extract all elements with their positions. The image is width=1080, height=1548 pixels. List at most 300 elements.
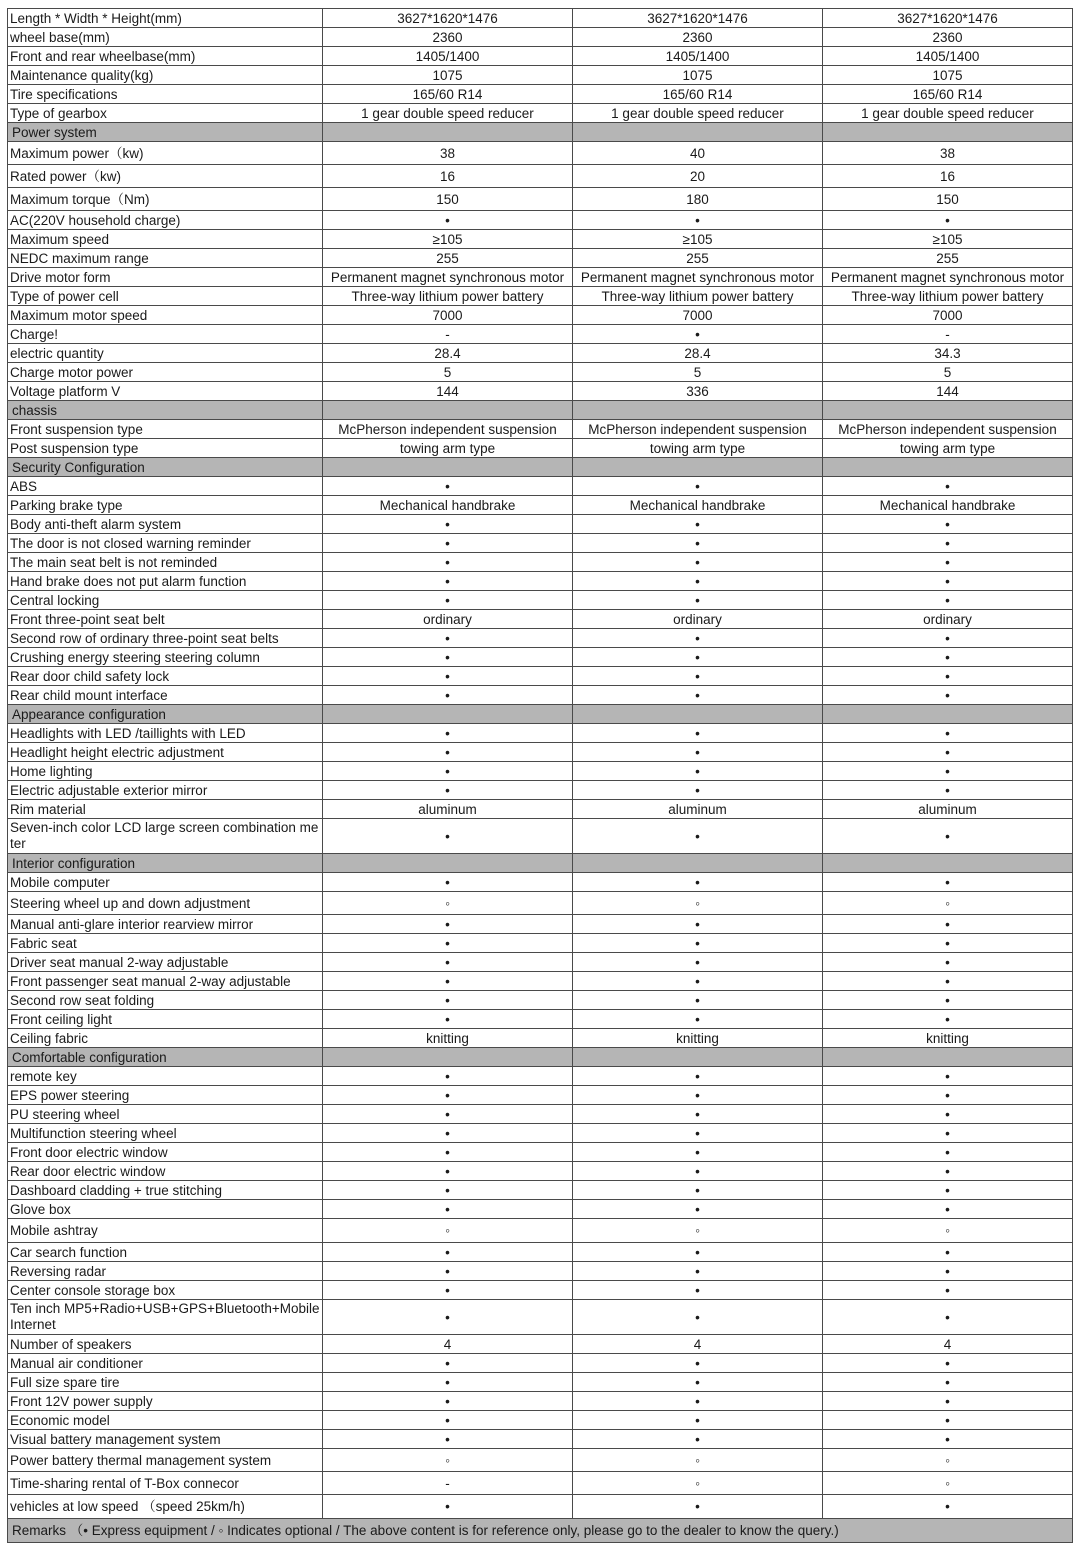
spec-value-model-3: • xyxy=(823,1162,1073,1181)
spec-value-model-3: - xyxy=(823,325,1073,344)
spec-label: Economic model xyxy=(8,1411,323,1430)
spec-row xyxy=(8,591,1073,610)
spec-value-model-1: • xyxy=(323,953,573,972)
spec-row xyxy=(8,382,1073,401)
spec-row xyxy=(8,534,1073,553)
spec-label: Maximum torque（Nm) xyxy=(8,188,323,211)
spec-row xyxy=(8,1300,1073,1335)
spec-value-model-2: Mechanical handbrake xyxy=(573,496,823,515)
spec-label: Second row of ordinary three-point seat belts xyxy=(8,629,323,648)
spec-value-model-2: 20 xyxy=(573,165,823,188)
spec-value-model-1: • xyxy=(323,629,573,648)
spec-value-model-2: • xyxy=(573,1430,823,1449)
spec-value-model-1: • xyxy=(323,873,573,892)
spec-label: Voltage platform V xyxy=(8,382,323,401)
spec-label: Headlight height electric adjustment xyxy=(8,743,323,762)
spec-value-model-2: • xyxy=(573,1354,823,1373)
spec-value-model-1: 16 xyxy=(323,165,573,188)
spec-value-model-2: • xyxy=(573,591,823,610)
spec-value-model-1: Mechanical handbrake xyxy=(323,496,573,515)
spec-row xyxy=(8,1281,1073,1300)
spec-value-model-3: • xyxy=(823,1086,1073,1105)
spec-value-model-3: ordinary xyxy=(823,610,1073,629)
spec-label: Seven-inch color LCD large screen combination meter xyxy=(8,819,323,854)
spec-label: Front suspension type xyxy=(8,420,323,439)
spec-row xyxy=(8,1354,1073,1373)
spec-value-model-3: • xyxy=(823,211,1073,230)
spec-value-model-1: • xyxy=(323,934,573,953)
spec-row xyxy=(8,28,1073,47)
spec-row xyxy=(8,934,1073,953)
spec-label: Drive motor form xyxy=(8,268,323,287)
spec-value-model-3: knitting xyxy=(823,1029,1073,1048)
spec-value-model-1: • xyxy=(323,1281,573,1300)
spec-value-model-2: • xyxy=(573,1067,823,1086)
spec-value-model-3: • xyxy=(823,1143,1073,1162)
section-filler-cell xyxy=(323,705,573,724)
spec-value-model-2: • xyxy=(573,1411,823,1430)
spec-label: Maintenance quality(kg) xyxy=(8,66,323,85)
spec-value-model-2: • xyxy=(573,686,823,705)
section-filler-cell xyxy=(573,854,823,873)
spec-value-model-3: • xyxy=(823,743,1073,762)
spec-label: Steering wheel up and down adjustment xyxy=(8,892,323,915)
spec-value-model-3: • xyxy=(823,1262,1073,1281)
spec-value-model-2: ◦ xyxy=(573,1449,823,1472)
spec-value-model-3: • xyxy=(823,515,1073,534)
spec-row xyxy=(8,873,1073,892)
spec-label: Time-sharing rental of T-Box connecor xyxy=(8,1472,323,1495)
spec-value-model-3: 1 gear double speed reducer xyxy=(823,104,1073,123)
spec-value-model-1: - xyxy=(323,1472,573,1495)
spec-label: PU steering wheel xyxy=(8,1105,323,1124)
spec-value-model-3: • xyxy=(823,534,1073,553)
spec-row xyxy=(8,762,1073,781)
section-filler-cell xyxy=(323,1048,573,1067)
spec-value-model-1: • xyxy=(323,1430,573,1449)
spec-label: Maximum motor speed xyxy=(8,306,323,325)
spec-label: Length * Width * Height(mm) xyxy=(8,9,323,28)
spec-value-model-3: towing arm type xyxy=(823,439,1073,458)
spec-row xyxy=(8,287,1073,306)
spec-value-model-2: • xyxy=(573,873,823,892)
spec-value-model-2: • xyxy=(573,972,823,991)
spec-value-model-1: • xyxy=(323,1067,573,1086)
spec-value-model-3: 38 xyxy=(823,142,1073,165)
spec-row xyxy=(8,165,1073,188)
section-filler-cell xyxy=(823,401,1073,420)
spec-value-model-3: • xyxy=(823,1243,1073,1262)
spec-value-model-3: 1405/1400 xyxy=(823,47,1073,66)
spec-value-model-2: 1 gear double speed reducer xyxy=(573,104,823,123)
spec-value-model-2: • xyxy=(573,743,823,762)
spec-value-model-1: 28.4 xyxy=(323,344,573,363)
spec-row xyxy=(8,211,1073,230)
spec-value-model-1: 165/60 R14 xyxy=(323,85,573,104)
spec-row xyxy=(8,648,1073,667)
spec-value-model-1: • xyxy=(323,1243,573,1262)
spec-row xyxy=(8,629,1073,648)
spec-row xyxy=(8,420,1073,439)
spec-row xyxy=(8,553,1073,572)
spec-row xyxy=(8,268,1073,287)
spec-value-model-3: • xyxy=(823,591,1073,610)
spec-row xyxy=(8,1219,1073,1243)
spec-value-model-2: • xyxy=(573,1392,823,1411)
spec-value-model-3: 165/60 R14 xyxy=(823,85,1073,104)
spec-value-model-2: • xyxy=(573,1373,823,1392)
spec-row xyxy=(8,1086,1073,1105)
spec-label: vehicles at low speed （speed 25km/h) xyxy=(8,1495,323,1519)
spec-label: Driver seat manual 2-way adjustable xyxy=(8,953,323,972)
spec-value-model-3: • xyxy=(823,873,1073,892)
spec-row xyxy=(8,800,1073,819)
spec-row xyxy=(8,892,1073,915)
spec-value-model-3: • xyxy=(823,915,1073,934)
spec-value-model-1: • xyxy=(323,915,573,934)
spec-value-model-1: 1075 xyxy=(323,66,573,85)
spec-value-model-1: • xyxy=(323,686,573,705)
remarks-text: Remarks （• Express equipment / ◦ Indicates optional / The above content is for reference only, please go to the dealer to know the query.) xyxy=(8,1519,1073,1543)
spec-value-model-1: 4 xyxy=(323,1335,573,1354)
section-header-row xyxy=(8,458,1073,477)
spec-value-model-1: • xyxy=(323,1300,573,1335)
spec-value-model-2: • xyxy=(573,648,823,667)
spec-label: Car search function xyxy=(8,1243,323,1262)
section-filler-cell xyxy=(323,458,573,477)
spec-value-model-3: ◦ xyxy=(823,1449,1073,1472)
spec-label: ABS xyxy=(8,477,323,496)
spec-label: AC(220V household charge) xyxy=(8,211,323,230)
spec-table xyxy=(7,8,1073,1543)
spec-row xyxy=(8,686,1073,705)
spec-value-model-2: • xyxy=(573,629,823,648)
spec-row xyxy=(8,915,1073,934)
spec-label: electric quantity xyxy=(8,344,323,363)
spec-value-model-3: 7000 xyxy=(823,306,1073,325)
spec-row xyxy=(8,1430,1073,1449)
spec-label: Ten inch MP5+Radio+USB+GPS+Bluetooth+Mobile Internet xyxy=(8,1300,323,1335)
spec-row xyxy=(8,1124,1073,1143)
spec-value-model-3: • xyxy=(823,629,1073,648)
section-filler-cell xyxy=(823,458,1073,477)
spec-value-model-2: 3627*1620*1476 xyxy=(573,9,823,28)
spec-row xyxy=(8,572,1073,591)
spec-value-model-3: ≥105 xyxy=(823,230,1073,249)
spec-label: Fabric seat xyxy=(8,934,323,953)
spec-value-model-3: ◦ xyxy=(823,1472,1073,1495)
spec-value-model-2: ◦ xyxy=(573,892,823,915)
spec-label: Tire specifications xyxy=(8,85,323,104)
spec-value-model-2: • xyxy=(573,534,823,553)
section-header-row xyxy=(8,705,1073,724)
section-filler-cell xyxy=(323,401,573,420)
spec-label: Visual battery management system xyxy=(8,1430,323,1449)
spec-value-model-3: • xyxy=(823,1200,1073,1219)
section-title: Power system xyxy=(8,123,323,142)
spec-value-model-3: 5 xyxy=(823,363,1073,382)
spec-value-model-1: • xyxy=(323,1010,573,1029)
section-title: Comfortable configuration xyxy=(8,1048,323,1067)
section-title: Security Configuration xyxy=(8,458,323,477)
spec-value-model-2: 40 xyxy=(573,142,823,165)
spec-value-model-2: • xyxy=(573,515,823,534)
spec-value-model-1: • xyxy=(323,991,573,1010)
spec-value-model-2: • xyxy=(573,1143,823,1162)
spec-value-model-3: • xyxy=(823,819,1073,854)
spec-value-model-1: • xyxy=(323,1373,573,1392)
spec-table-body xyxy=(8,9,1073,1543)
spec-value-model-2: • xyxy=(573,1162,823,1181)
spec-value-model-2: • xyxy=(573,1495,823,1519)
spec-value-model-2: • xyxy=(573,1243,823,1262)
spec-value-model-2: aluminum xyxy=(573,800,823,819)
spec-value-model-2: 1405/1400 xyxy=(573,47,823,66)
spec-label: Power battery thermal management system xyxy=(8,1449,323,1472)
spec-value-model-1: Three-way lithium power battery xyxy=(323,287,573,306)
spec-row xyxy=(8,781,1073,800)
spec-label: Maximum power（kw) xyxy=(8,142,323,165)
spec-value-model-3: • xyxy=(823,1354,1073,1373)
spec-value-model-3: ◦ xyxy=(823,892,1073,915)
spec-value-model-2: towing arm type xyxy=(573,439,823,458)
spec-row xyxy=(8,1243,1073,1262)
spec-value-model-3: • xyxy=(823,553,1073,572)
spec-value-model-3: • xyxy=(823,1300,1073,1335)
spec-row xyxy=(8,1067,1073,1086)
spec-label: Maximum speed xyxy=(8,230,323,249)
spec-row xyxy=(8,344,1073,363)
section-title: Interior configuration xyxy=(8,854,323,873)
section-filler-cell xyxy=(573,458,823,477)
spec-value-model-1: aluminum xyxy=(323,800,573,819)
spec-row xyxy=(8,1200,1073,1219)
spec-value-model-3: • xyxy=(823,1430,1073,1449)
spec-label: Front three-point seat belt xyxy=(8,610,323,629)
spec-value-model-2: • xyxy=(573,1010,823,1029)
spec-label: Central locking xyxy=(8,591,323,610)
spec-label: Ceiling fabric xyxy=(8,1029,323,1048)
spec-label: Front 12V power supply xyxy=(8,1392,323,1411)
spec-value-model-1: • xyxy=(323,667,573,686)
spec-label: Charge! xyxy=(8,325,323,344)
spec-label: Rear door child safety lock xyxy=(8,667,323,686)
spec-value-model-2: McPherson independent suspension xyxy=(573,420,823,439)
spec-value-model-3: • xyxy=(823,1411,1073,1430)
spec-row xyxy=(8,1392,1073,1411)
spec-label: Full size spare tire xyxy=(8,1373,323,1392)
spec-row xyxy=(8,230,1073,249)
section-filler-cell xyxy=(823,705,1073,724)
spec-row xyxy=(8,953,1073,972)
spec-row xyxy=(8,1143,1073,1162)
spec-value-model-3: McPherson independent suspension xyxy=(823,420,1073,439)
spec-value-model-2: 4 xyxy=(573,1335,823,1354)
spec-value-model-3: 4 xyxy=(823,1335,1073,1354)
spec-label: The door is not closed warning reminder xyxy=(8,534,323,553)
spec-value-model-1: ◦ xyxy=(323,1449,573,1472)
spec-label: Headlights with LED /taillights with LED xyxy=(8,724,323,743)
spec-row xyxy=(8,439,1073,458)
spec-row xyxy=(8,142,1073,165)
spec-label: The main seat belt is not reminded xyxy=(8,553,323,572)
spec-value-model-3: • xyxy=(823,953,1073,972)
spec-value-model-3: • xyxy=(823,1105,1073,1124)
spec-value-model-3: • xyxy=(823,1281,1073,1300)
spec-row xyxy=(8,1472,1073,1495)
spec-value-model-3: • xyxy=(823,1181,1073,1200)
section-header-row xyxy=(8,1048,1073,1067)
spec-value-model-1: • xyxy=(323,1354,573,1373)
spec-row xyxy=(8,1335,1073,1354)
spec-label: Front ceiling light xyxy=(8,1010,323,1029)
spec-value-model-2: • xyxy=(573,572,823,591)
spec-value-model-1: 2360 xyxy=(323,28,573,47)
spec-label: Rear child mount interface xyxy=(8,686,323,705)
spec-value-model-2: • xyxy=(573,667,823,686)
spec-label: Reversing radar xyxy=(8,1262,323,1281)
spec-value-model-1: ◦ xyxy=(323,1219,573,1243)
spec-value-model-1: • xyxy=(323,1162,573,1181)
spec-value-model-1: • xyxy=(323,762,573,781)
spec-label: Crushing energy steering steering column xyxy=(8,648,323,667)
spec-value-model-1: McPherson independent suspension xyxy=(323,420,573,439)
spec-value-model-2: 5 xyxy=(573,363,823,382)
spec-value-model-2: ◦ xyxy=(573,1472,823,1495)
spec-row xyxy=(8,1449,1073,1472)
spec-label: Mobile computer xyxy=(8,873,323,892)
spec-value-model-3: 1075 xyxy=(823,66,1073,85)
spec-label: Electric adjustable exterior mirror xyxy=(8,781,323,800)
spec-value-model-2: Permanent magnet synchronous motor xyxy=(573,268,823,287)
spec-value-model-3: • xyxy=(823,991,1073,1010)
section-filler-cell xyxy=(323,854,573,873)
spec-label: Multifunction steering wheel xyxy=(8,1124,323,1143)
spec-row xyxy=(8,188,1073,211)
spec-row xyxy=(8,743,1073,762)
spec-value-model-1: • xyxy=(323,648,573,667)
spec-value-model-2: 255 xyxy=(573,249,823,268)
spec-row xyxy=(8,1495,1073,1519)
spec-label: EPS power steering xyxy=(8,1086,323,1105)
section-filler-cell xyxy=(573,1048,823,1067)
spec-label: Glove box xyxy=(8,1200,323,1219)
spec-value-model-3: • xyxy=(823,648,1073,667)
spec-value-model-2: • xyxy=(573,477,823,496)
spec-label: NEDC maximum range xyxy=(8,249,323,268)
spec-label: remote key xyxy=(8,1067,323,1086)
spec-value-model-2: 2360 xyxy=(573,28,823,47)
spec-value-model-2: • xyxy=(573,781,823,800)
spec-label: Front door electric window xyxy=(8,1143,323,1162)
spec-value-model-1: 5 xyxy=(323,363,573,382)
spec-value-model-2: 7000 xyxy=(573,306,823,325)
spec-row xyxy=(8,972,1073,991)
spec-value-model-2: • xyxy=(573,953,823,972)
spec-value-model-2: ordinary xyxy=(573,610,823,629)
spec-value-model-3: • xyxy=(823,1067,1073,1086)
spec-value-model-1: • xyxy=(323,1124,573,1143)
spec-value-model-1: Permanent magnet synchronous motor xyxy=(323,268,573,287)
section-filler-cell xyxy=(323,123,573,142)
spec-value-model-1: towing arm type xyxy=(323,439,573,458)
spec-value-model-3: 34.3 xyxy=(823,344,1073,363)
spec-label: Center console storage box xyxy=(8,1281,323,1300)
spec-label: Home lighting xyxy=(8,762,323,781)
spec-value-model-1: - xyxy=(323,325,573,344)
spec-row xyxy=(8,1411,1073,1430)
spec-label: Manual air conditioner xyxy=(8,1354,323,1373)
spec-value-model-3: • xyxy=(823,724,1073,743)
spec-value-model-2: • xyxy=(573,1181,823,1200)
spec-value-model-3: Three-way lithium power battery xyxy=(823,287,1073,306)
section-filler-cell xyxy=(823,854,1073,873)
spec-value-model-1: • xyxy=(323,211,573,230)
spec-label: wheel base(mm) xyxy=(8,28,323,47)
spec-value-model-3: aluminum xyxy=(823,800,1073,819)
spec-value-model-3: • xyxy=(823,1495,1073,1519)
spec-label: Front passenger seat manual 2-way adjustable xyxy=(8,972,323,991)
spec-value-model-1: 150 xyxy=(323,188,573,211)
spec-value-model-3: Permanent magnet synchronous motor xyxy=(823,268,1073,287)
spec-value-model-1: ordinary xyxy=(323,610,573,629)
spec-value-model-1: • xyxy=(323,591,573,610)
spec-value-model-1: • xyxy=(323,781,573,800)
spec-row xyxy=(8,724,1073,743)
spec-label: Type of power cell xyxy=(8,287,323,306)
spec-value-model-1: • xyxy=(323,972,573,991)
spec-value-model-1: ≥105 xyxy=(323,230,573,249)
spec-row xyxy=(8,85,1073,104)
spec-value-model-1: • xyxy=(323,1181,573,1200)
spec-value-model-1: • xyxy=(323,724,573,743)
spec-value-model-2: • xyxy=(573,1105,823,1124)
spec-value-model-2: Three-way lithium power battery xyxy=(573,287,823,306)
spec-value-model-1: • xyxy=(323,515,573,534)
spec-label: Body anti-theft alarm system xyxy=(8,515,323,534)
spec-value-model-3: • xyxy=(823,572,1073,591)
spec-value-model-2: • xyxy=(573,762,823,781)
spec-row xyxy=(8,66,1073,85)
spec-value-model-1: • xyxy=(323,1411,573,1430)
spec-value-model-2: 1075 xyxy=(573,66,823,85)
spec-value-model-3: 255 xyxy=(823,249,1073,268)
spec-label: Dashboard cladding + true stitching xyxy=(8,1181,323,1200)
spec-value-model-2: 28.4 xyxy=(573,344,823,363)
spec-value-model-1: 144 xyxy=(323,382,573,401)
spec-value-model-1: • xyxy=(323,1200,573,1219)
section-header-row xyxy=(8,854,1073,873)
spec-row xyxy=(8,47,1073,66)
spec-value-model-1: • xyxy=(323,534,573,553)
spec-value-model-2: • xyxy=(573,325,823,344)
spec-row xyxy=(8,610,1073,629)
spec-value-model-1: • xyxy=(323,572,573,591)
remarks-row xyxy=(8,1519,1073,1543)
spec-value-model-1: • xyxy=(323,1105,573,1124)
spec-value-model-2: • xyxy=(573,724,823,743)
section-filler-cell xyxy=(573,705,823,724)
spec-value-model-2: ◦ xyxy=(573,1219,823,1243)
section-filler-cell xyxy=(823,1048,1073,1067)
spec-value-model-3: • xyxy=(823,477,1073,496)
spec-value-model-2: • xyxy=(573,1300,823,1335)
spec-value-model-1: • xyxy=(323,1262,573,1281)
spec-value-model-2: • xyxy=(573,1124,823,1143)
spec-row xyxy=(8,667,1073,686)
spec-value-model-3: • xyxy=(823,972,1073,991)
spec-value-model-3: • xyxy=(823,1373,1073,1392)
